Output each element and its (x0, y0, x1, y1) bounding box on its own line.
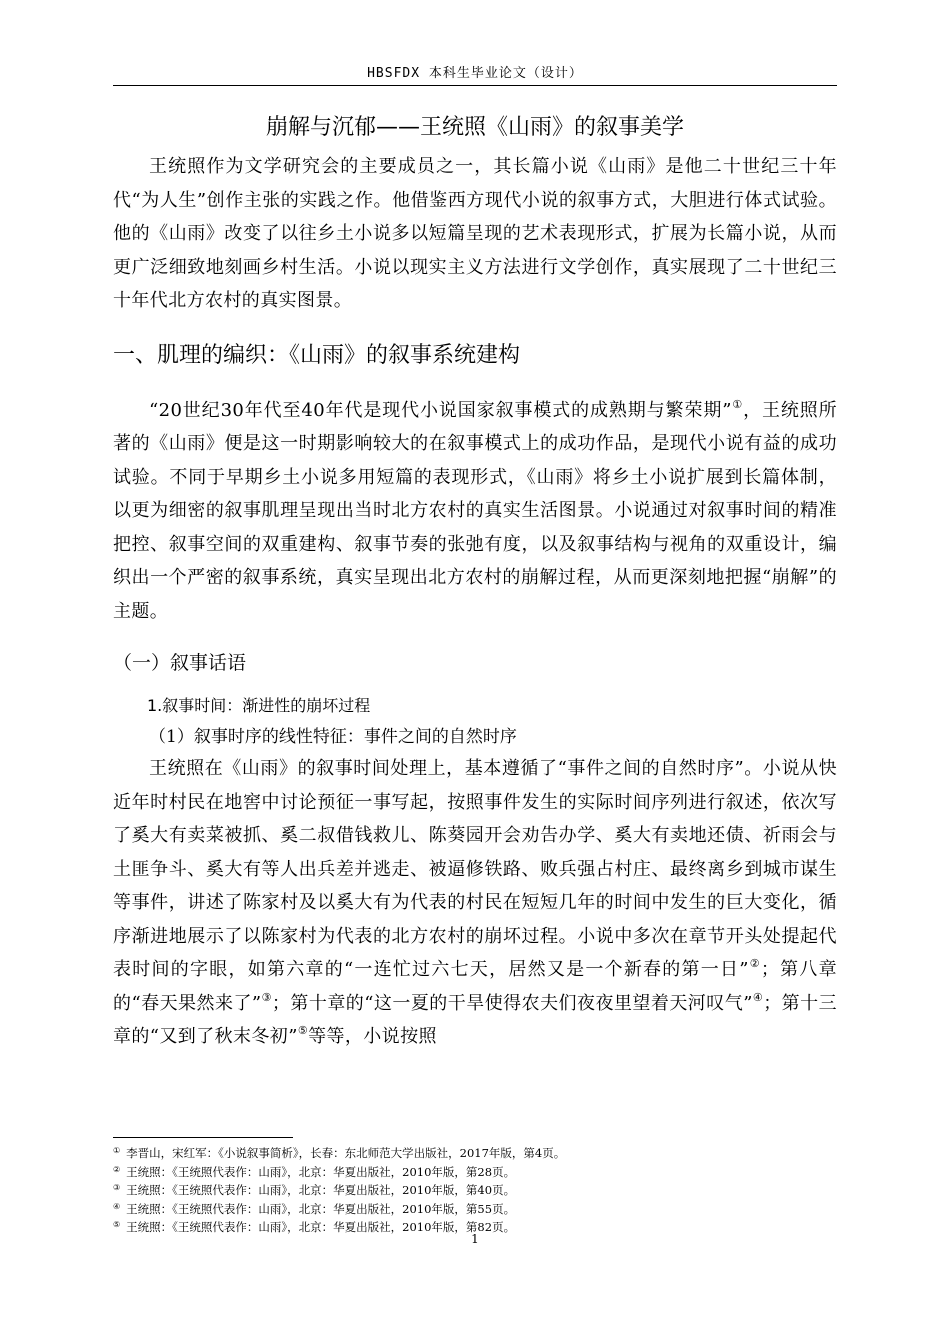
footnote-ref-4[interactable]: ④ (752, 990, 764, 1004)
subsection-heading: （一）叙事话语 (113, 652, 247, 674)
footnote-text: 李晋山，宋红军：《小说叙事简析》，长春：东北师范大学出版社，2017年版，第4页。 (126, 1146, 566, 1160)
footnote-mark: ④ (113, 1201, 121, 1211)
paper-title: 崩解与沉郁——王统照《山雨》的叙事美学 (265, 115, 684, 140)
footnote-item (113, 1199, 837, 1218)
footnote-item (113, 1180, 837, 1199)
footnote-ref-5[interactable]: ⑤ (297, 1024, 309, 1037)
section-heading-1: 一、肌理的编织：《山雨》的叙事系统建构 (113, 342, 521, 368)
footnote-item (113, 1143, 837, 1162)
running-header: HBSFDX 本科生毕业论文（设计） (367, 66, 583, 81)
section1-paragraph (113, 394, 837, 629)
footnotes (113, 1143, 837, 1236)
narrative-time-paragraph (113, 752, 837, 1054)
footnote-mark: ⑤ (113, 1220, 121, 1229)
section1-text-b: ，王统照所著的《山雨》便是这一时期影响较大的在叙事模式上的成功作品，是现代小说有益的成功试验。不同于早期乡土小说多用短篇的表现形式，《山雨》将乡土小说扩展到长篇体制，以更为细密的叙事肌理呈现出当时北方农村的真实生活图景。小说通过对叙事时间的精准把控、叙事空间的双重建构、叙事节奏的张弛有度，以及叙事结构与视角的双重设计，编织出一个严密的叙事系统，真实呈现出北方农村的崩解过程，从而更深刻地把握“崩解”的主题。 (113, 399, 838, 622)
paragraph-text-d: ；第十三章的“又到了秋末冬初” (113, 992, 837, 1047)
intro-paragraph: 王统照作为文学研究会的主要成员之一，其长篇小说《山雨》是他二十世纪三十年代“为人生”创作主张的实践之作。他借鉴西方现代小说的叙事方式，大胆进行体式试验。他的《山雨》改变了以往乡土小说多以短篇呈现的艺术表现形式，扩展为长篇小说，从而更广泛细致地刻画乡村生活。小说以现实主义方法进行文学创作，真实展现了二十世纪三十年代北方农村的真实图景。 (113, 156, 837, 311)
footnote-ref-2[interactable]: ② (748, 957, 761, 970)
header-rule (113, 85, 837, 86)
point-heading: （1）叙事时序的线性特征：事件之间的自然时序 (149, 727, 517, 747)
section1-text-a: “20世纪30年代至40年代是现代小说国家叙事模式的成熟期与繁荣期” (149, 399, 732, 421)
paragraph-text-b: ；第八章的“春天果然来了” (113, 959, 837, 1014)
footnote-text: 王统照：《王统照代表作：山雨》，北京：华夏出版社，2010年版，第40页。 (126, 1183, 516, 1197)
paragraph-text-e: 等等，小说按照 (308, 1026, 437, 1047)
footnote-ref-1[interactable]: ① (731, 397, 744, 411)
sub-subsection-heading: 1.叙事时间：渐进性的崩坏过程 (147, 696, 371, 715)
body-content (113, 112, 837, 1054)
footnote-text: 王统照：《王统照代表作：山雨》，北京：华夏出版社，2010年版，第55页。 (126, 1201, 516, 1216)
paragraph-text-c: ；第十章的“这一夏的干旱使得农夫们夜夜里望着天河叹气” (271, 992, 753, 1014)
paragraph-text-a: 王统照在《山雨》的叙事时间处理上，基本遵循了“事件之间的自然时序”。小说从快近年时村民在地窖中讨论预征一事写起，按照事件发生的实际时间序列进行叙述，依次写了奚大有卖菜被抓、奚二叔借钱救儿、陈葵园开会劝告办学、奚大有卖地还债、祈雨会与土匪争斗、奚大有等人出兵差并逃走、被逼修铁路、败兵强占村庄、最终离乡到城市谋生等事件，讲述了陈家村及以奚大有为代表的村民在短短几年的时间中发生的巨大变化，循序渐进地展示了以陈家村为代表的北方农村的崩坏过程。小说中多次在章节开头处提起代表时间的字眼，如第六章的“一连忙过六七天，居然又是一个新春的第一日” (113, 758, 837, 980)
footnote-mark: ③ (113, 1183, 121, 1192)
footnote-text: 王统照：《王统照代表作：山雨》，北京：华夏出版社，2010年版，第28页。 (126, 1164, 516, 1179)
footnote-rule (113, 1137, 293, 1138)
footnote-text: 王统照：《王统照代表作：山雨》，北京：华夏出版社，2010年版，第82页。 (126, 1220, 516, 1234)
footnote-ref-3[interactable]: ③ (261, 990, 272, 1004)
page-number: 1 (471, 1232, 479, 1246)
footnote-item (113, 1162, 837, 1181)
footnote-mark: ① (113, 1146, 121, 1155)
footnote-mark: ② (113, 1164, 121, 1174)
